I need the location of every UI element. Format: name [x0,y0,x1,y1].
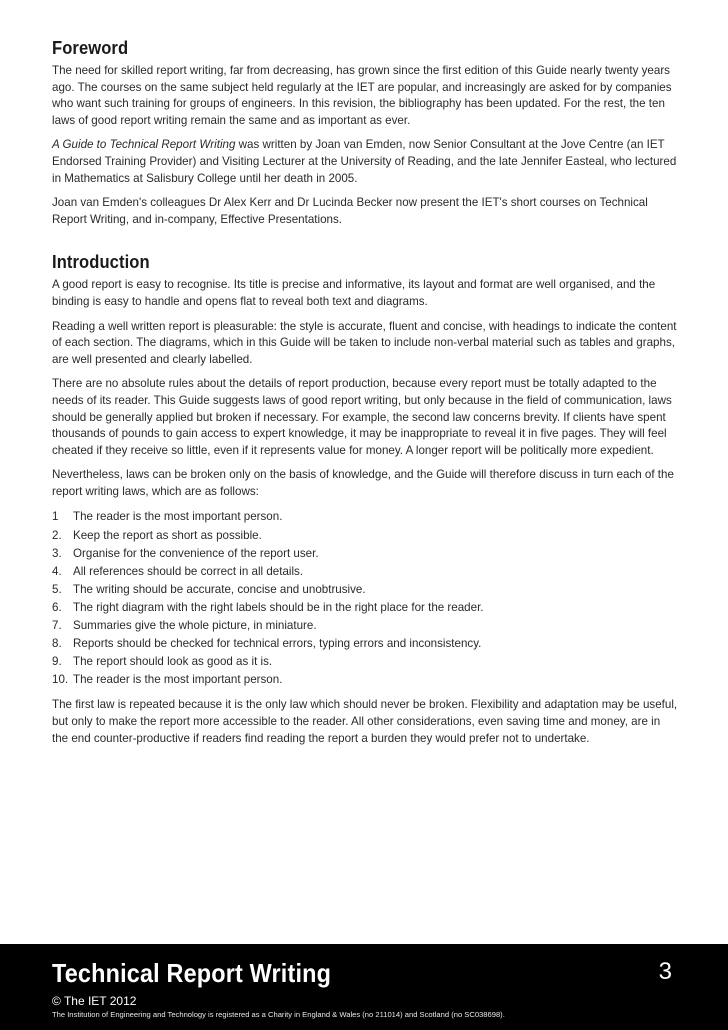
introduction-section [52,252,678,747]
law-number: 6. [52,600,62,614]
page-number: 3 [658,958,672,985]
foreword-paragraph-author [52,137,678,187]
list-item [52,599,678,617]
intro-paragraph: The first law is repeated because it is the only law which should never be broken. Flexibility and adaptation may be useful, but only to make the report more accessible to the reader. All other considerations, even saving time and money, are in the end counter-productive if readers find reading the report a burden they would prefer not to undertake. [52,698,678,745]
law-text: The writing should be accurate, concise and unobtrusive. [73,582,366,596]
intro-paragraph: A good report is easy to recognise. Its title is precise and informative, its layout and format are well organised, and the binding is easy to handle and opens flat to reveal both text and diagrams. [52,278,656,308]
law-text: All references should be correct in all details. [73,564,304,578]
laws-list [52,508,678,689]
law-number: 2. [52,528,62,542]
introduction-heading: Introduction [52,252,150,273]
foreword-section [52,38,678,228]
law-number: 5. [52,582,62,596]
list-item [52,527,678,545]
intro-paragraph: There are no absolute rules about the details of report production, because every report must be totally adapted to the needs of its reader. This Guide suggests laws of good report writing, but only because in the field of communication, laws should be generally applied but broken if necessary. For example, the second law concerns brevity. If clients have spent thousands of pounds to gain access to expert knowledge, it may be inappropriate to reveal it in five pages. They will feel cheated if they receive so little, even if it represents value for money. A longer report will be politically more expedient. [52,377,672,457]
author-text: was written by Joan van Emden, now Senior Consultant at the Jove Centre (an IET Endorsed Training Provider) and Visiting Lecturer at the University of Reading, and the late Jennifer Easteal, who lectured in Mathematics at Salisbury College until her death in 2005. [52,138,677,185]
charity-notice: The Institution of Engineering and Technology is registered as a Charity in England & Wales (no 211014) and Scotland (no SC038698). [52,1010,505,1019]
document-title: Technical Report Writing [52,958,332,988]
foreword-heading: Foreword [52,38,129,58]
law-number: 4. [52,564,62,578]
law-text: The reader is the most important person. [73,673,283,687]
law-text: Organise for the convenience of the report user. [73,546,319,560]
list-item [52,545,678,563]
list-item [52,563,678,581]
guide-title: A Guide to Technical Report Writing [52,138,236,152]
intro-paragraph: Reading a well written report is pleasurable: the style is accurate, fluent and concise, with headings to indicate the content of each section. The diagrams, which in this Guide will be taken to include non-verbal material such as tables and graphs, are well presented and clearly labelled. [52,319,677,366]
law-text: The reader is the most important person. [73,510,283,524]
law-number: 7. [52,619,62,633]
law-number: 3. [52,546,62,560]
law-text: Summaries give the whole picture, in miniature. [73,619,317,633]
law-text: Keep the report as short as possible. [73,528,262,542]
list-item [52,508,678,526]
law-text: The report should look as good as it is. [73,655,273,669]
list-item [52,581,678,599]
law-number: 8. [52,637,62,651]
law-number: 1 [52,510,59,524]
foreword-paragraph: Joan van Emden's colleagues Dr Alex Kerr and Dr Lucinda Becker now present the IET's short courses on Technical Report Writing, and in-company, Effective Presentations. [52,196,648,226]
list-item [52,671,678,689]
foreword-paragraph: The need for skilled report writing, far from decreasing, has grown since the first edition of this Guide nearly twenty years ago. The courses on the same subject held regularly at the IET are popular, and increasingly are asked for by companies who want such training for groups of engineers. In this revision, the bibliography has been updated. For the rest, the ten laws of good report writing remain the same and as important as ever. [52,64,672,127]
law-number: 10. [52,673,69,687]
intro-paragraph: Nevertheless, laws can be broken only on the basis of knowledge, and the Guide will therefore discuss in turn each of the report writing laws, which are as follows: [52,468,674,498]
law-number: 9. [52,655,62,669]
list-item [52,617,678,635]
list-item [52,653,678,671]
law-text: The right diagram with the right labels should be in the right place for the reader. [73,600,484,614]
list-item [52,635,678,653]
page-content [52,38,678,771]
footer-bar [0,944,728,1030]
copyright-notice: © The IET 2012 [52,994,137,1008]
law-text: Reports should be checked for technical errors, typing errors and inconsistency. [73,637,482,651]
